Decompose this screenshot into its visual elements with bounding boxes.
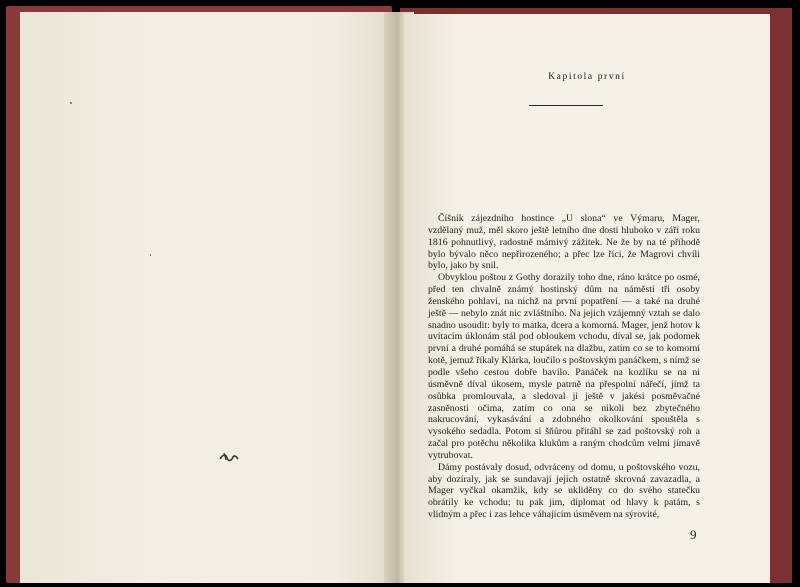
- paper-speck: [150, 254, 151, 256]
- left-page-blank: [20, 12, 392, 583]
- paragraph: Dámy postávaly dosud, odvráceny od domu, u poštovského vozu, aby dozíraly, jak se sundavají jejich ostatně skrovná zavazadla, a Mager vyčkal okamžik, kdy se ukliděny co do svého statečku obrátily ke vchodu; tu pak jim, diplomat od hlavy k patám, s vlídným a přec i zas lehce váhajícím úsměvem na sýrovité,: [428, 461, 700, 521]
- chapter-heading: Kapitola první: [548, 72, 626, 82]
- pencil-mark-icon: [218, 450, 240, 464]
- paragraph: Obvyklou poštou z Gothy dorazily toho dne, ráno krátce po osmé, před ten chvalně známý hostinský dům na náměstí tři osoby ženského pohlaví, na nichž na první popatření — a také na druhé ještě — nebylo znát nic zvláštního. Na jejich vzájemný vztah se dalo snadno usoudit: byly to matka, dcera a komorná. Mager, jenž hotov k uvítacím úklonám stál pod obloukem vchodu, díval se, jak podomek první a druhé pomáhá se stupátek na dlažbu, zatím co se to komorní kotě, jemuž říkaly Klárka, loučilo s poštovským panáčkem, s nímž se podle všeho cestou dobře bavilo. Panáček na kozlíku se na ni úsměvně díval úkosem, mysle patrně na přespolní nářečí, jímž ta osůbka promlouvala, a sledoval ji ještě v jakési posměvačné zasněnosti očima, zatím co ona se nikoli bez zbytečného nakrucování, vykasávání a zdobného okolkování spouštěla s vysokého sedadla. Potom si šňůrou přitáhl se zad poštovský roh a začal pro potěchu několika klukům a raným chodcům velmi jímavě vytrubovat.: [428, 272, 700, 461]
- paragraph: Číšník zájezdního hostince „U slona“ ve Výmaru, Mager, vzdělaný muž, měl skoro ještě letního dne dosti hluboko v září roku 1816 pohnutlivý, radostně mámivý zážitek. Ne že by na té příhodě bylo bývalo něco nepřirozeného; a přec lze říci, že Magrovi chvíli bylo, jako by snil.: [428, 213, 700, 272]
- chapter-rule: [529, 105, 603, 106]
- chapter-body-text: [428, 213, 700, 521]
- page-number: 9: [690, 527, 697, 542]
- paper-speck: [70, 102, 72, 104]
